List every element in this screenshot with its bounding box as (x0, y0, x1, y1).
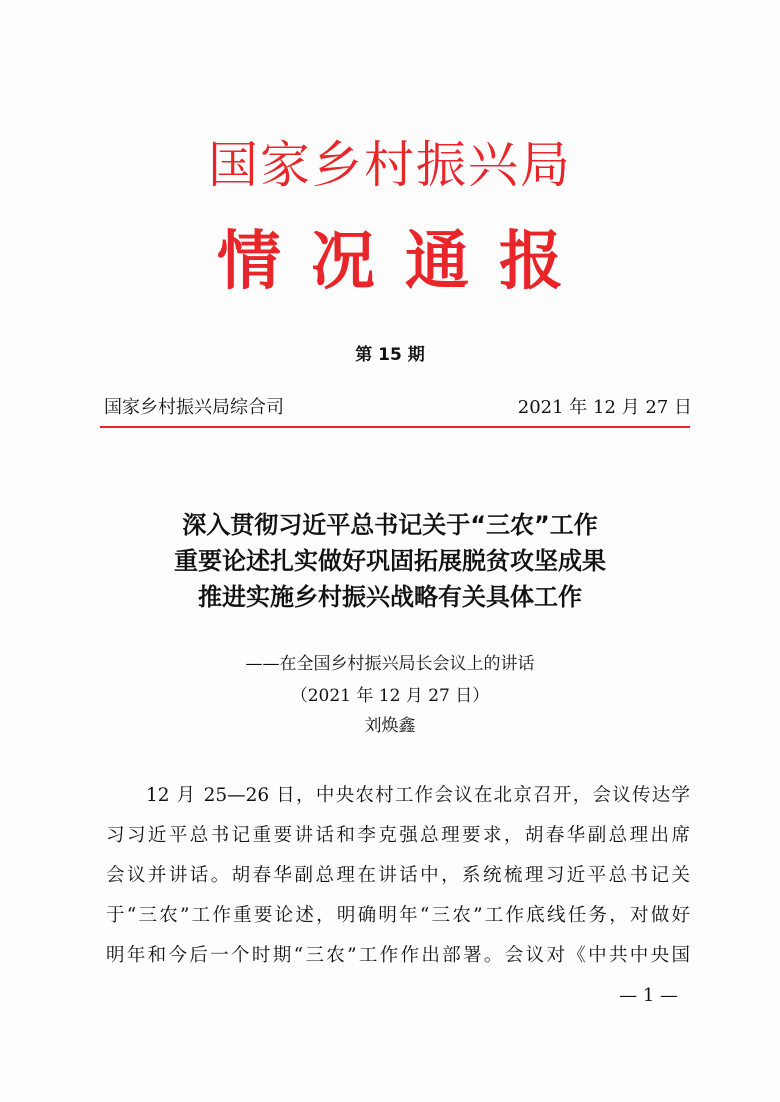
page-number: — 1 — (619, 985, 678, 1006)
issue-date: 2021 年 12 月 27 日 (517, 397, 692, 418)
red-divider (100, 426, 690, 428)
speech-title-line: 推进实施乡村振兴战略有关具体工作 (198, 583, 582, 611)
speech-title-line: 重要论述扎实做好巩固拓展脱贫攻坚成果 (174, 547, 606, 575)
body-line: 12 月 25—26 日，中央农村工作会议在北京召开，会议传达学 (146, 785, 690, 806)
issuer: 国家乡村振兴局综合司 (104, 397, 284, 418)
issuer-date-row (104, 393, 692, 419)
body-line: 会议并讲话。胡春华副总理在讲话中，系统梳理习近平总书记关 (106, 865, 690, 886)
speech-subtitle: ——在全国乡村振兴局长会议上的讲话 (245, 654, 535, 674)
speech-date: （2021 年 12 月 27 日） (290, 686, 490, 706)
body-line: 明年和今后一个时期“三农”工作作出部署。会议对《中共中央国 (106, 945, 690, 966)
bulletin-title: 情况通报 (217, 225, 593, 299)
issue-number: 第 15 期 (355, 345, 425, 365)
speech-title (0, 507, 780, 615)
agency-name: 国家乡村振兴局 (208, 136, 572, 194)
body-line: 于“三农”工作重要论述，明确明年“三农”工作底线任务，对做好 (106, 905, 690, 926)
speaker-name: 刘焕鑫 (364, 716, 416, 736)
body-line: 习习近平总书记重要讲话和李克强总理要求，胡春华副总理出席 (106, 825, 690, 846)
speech-title-line: 深入贯彻习近平总书记关于“三农”工作 (182, 511, 598, 539)
body-paragraph (106, 776, 690, 976)
